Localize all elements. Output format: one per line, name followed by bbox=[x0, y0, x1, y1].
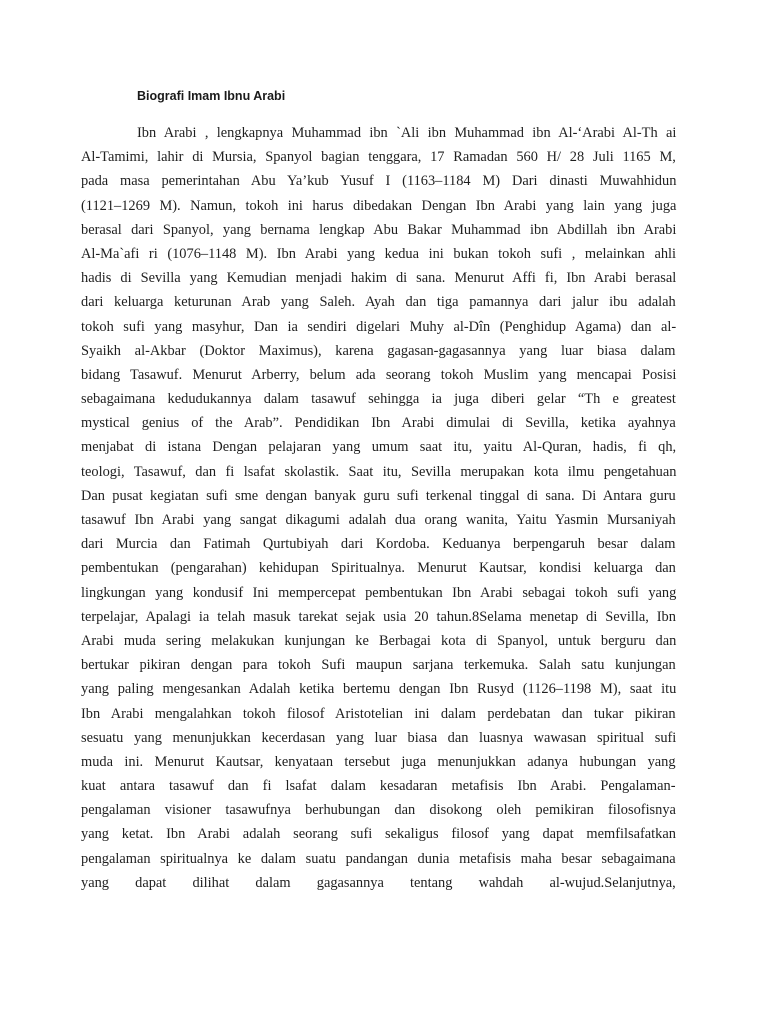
body-line: Dan pusat kegiatan sufi sme dengan banyak guru sufi terkenal tinggal di sana. Di Antara guru bbox=[81, 487, 676, 504]
body-line: Arabi muda sering melakukan kunjungan ke Berbagai kota di Spanyol, untuk berguru dan bbox=[81, 632, 677, 649]
body-line: Syaikh al-Akbar (Doktor Maximus), karena gagasan-gagasannya yang luar biasa dalam bbox=[81, 342, 676, 359]
body-line: muda ini. Menurut Kautsar, kenyataan tersebut juga menunjukkan adanya hubungan yang bbox=[81, 753, 676, 770]
body-line: tasawuf Ibn Arabi yang sangat dikagumi adalah dua orang wanita, Yaitu Yasmin Mursaniyah bbox=[81, 512, 676, 528]
body-line: yang dapat dilihat dalam gagasannya tentang wahdah al-wujud.Selanjutnya, bbox=[81, 874, 676, 891]
body-line: sesuatu yang menunjukkan kecerdasan yang luar biasa dan luasnya wawasan spiritual sufi bbox=[81, 729, 677, 746]
body-line: yang ketat. Ibn Arabi adalah seorang sufi sekaligus filosof yang dapat memfilsafatkan bbox=[81, 826, 676, 843]
body-line: teologi, Tasawuf, dan fi lsafat skolastik. Saat itu, Sevilla merupakan kota ilmu pengetahuan bbox=[81, 463, 677, 480]
body-line: bertukar pikiran dengan para tokoh Sufi maupun sarjana terkemuka. Salah satu kunjungan bbox=[81, 657, 676, 674]
body-line: mystical genius of the Arab”. Pendidikan Ibn Arabi dimulai di Sevilla, ketika ayahnya bbox=[81, 415, 676, 432]
document-body bbox=[81, 121, 676, 895]
document-title: Biografi Imam Ibnu Arabi bbox=[137, 89, 286, 103]
body-line: Ibn Arabi , lengkapnya Muhammad ibn `Ali ibn Muhammad ibn Al-‘Arabi Al-Th ai bbox=[137, 125, 677, 141]
body-line: Al-Tamimi, lahir di Mursia, Spanyol bagian tenggara, 17 Ramadan 560 H/ 28 Juli 1165 M, bbox=[81, 149, 676, 166]
body-line: sebagaimana kedudukannya dalam tasawuf sehingga ia juga diberi gelar “Th e greatest bbox=[81, 391, 676, 408]
body-line: hadis di Sevilla yang Kemudian menjadi hakim di sana. Menurut Affi fi, Ibn Arabi berasal bbox=[81, 270, 677, 287]
body-line: pada masa pemerintahan Abu Ya’kub Yusuf I (1163–1184 M) Dari dinasti Muwahhidun bbox=[81, 173, 677, 190]
body-line: pengalaman spiritualnya ke dalam suatu pandangan dunia metafisis maha besar sebagaimana bbox=[81, 850, 676, 867]
body-line: lingkungan yang kondusif Ini mempercepat pembentukan Ibn Arabi sebagai tokoh sufi yang bbox=[81, 584, 677, 601]
body-line: berasal dari Spanyol, yang bernama lengkap Abu Bakar Muhammad ibn Abdillah ibn Arabi bbox=[81, 221, 677, 238]
body-line: pengalaman visioner tasawufnya berhubungan dan disokong oleh pemikiran filosofisnya bbox=[81, 802, 676, 819]
body-line: (1121–1269 M). Namun, tokoh ini harus dibedakan Dengan Ibn Arabi yang lain yang juga bbox=[81, 197, 677, 214]
body-line: terpelajar, Apalagi ia telah masuk tarekat sejak usia 20 tahun.8Selama menetap di Sevilla, Ibn bbox=[81, 608, 676, 625]
body-line: bidang Tasawuf. Menurut Arberry, belum ada seorang tokoh Muslim yang mencapai Posisi bbox=[81, 366, 677, 383]
body-line: kuat antara tasawuf dan fi lsafat dalam kesadaran metafisis Ibn Arabi. Pengalaman- bbox=[81, 778, 676, 795]
body-line: Ibn Arabi mengalahkan tokoh filosof Aristotelian ini dalam perdebatan dan tukar pikiran bbox=[81, 705, 676, 722]
body-line: Al-Ma`afi ri (1076–1148 M). Ibn Arabi yang kedua ini bukan tokoh sufi , melainkan ahli bbox=[81, 245, 677, 262]
body-line: dari Murcia dan Fatimah Qurtubiyah dari Kordoba. Keduanya berpengaruh besar dalam bbox=[81, 536, 676, 553]
body-line: tokoh sufi yang masyhur, Dan ia sendiri digelari Muhy al-Dîn (Penghidup Agama) dan al- bbox=[81, 318, 677, 335]
body-line: menjabat di istana Dengan pelajaran yang umum saat itu, yaitu Al-Quran, hadis, fi qh, bbox=[81, 439, 677, 456]
body-line: yang paling mengesankan Adalah ketika bertemu dengan Ibn Rusyd (1126–1198 M), saat itu bbox=[81, 681, 677, 698]
body-line: dari keluarga keturunan Arab yang Saleh. Ayah dan tiga pamannya dari jalur ibu adalah bbox=[81, 294, 676, 311]
body-line: pembentukan (pengarahan) kehidupan Spiritualnya. Menurut Kautsar, kondisi keluarga dan bbox=[81, 560, 676, 577]
